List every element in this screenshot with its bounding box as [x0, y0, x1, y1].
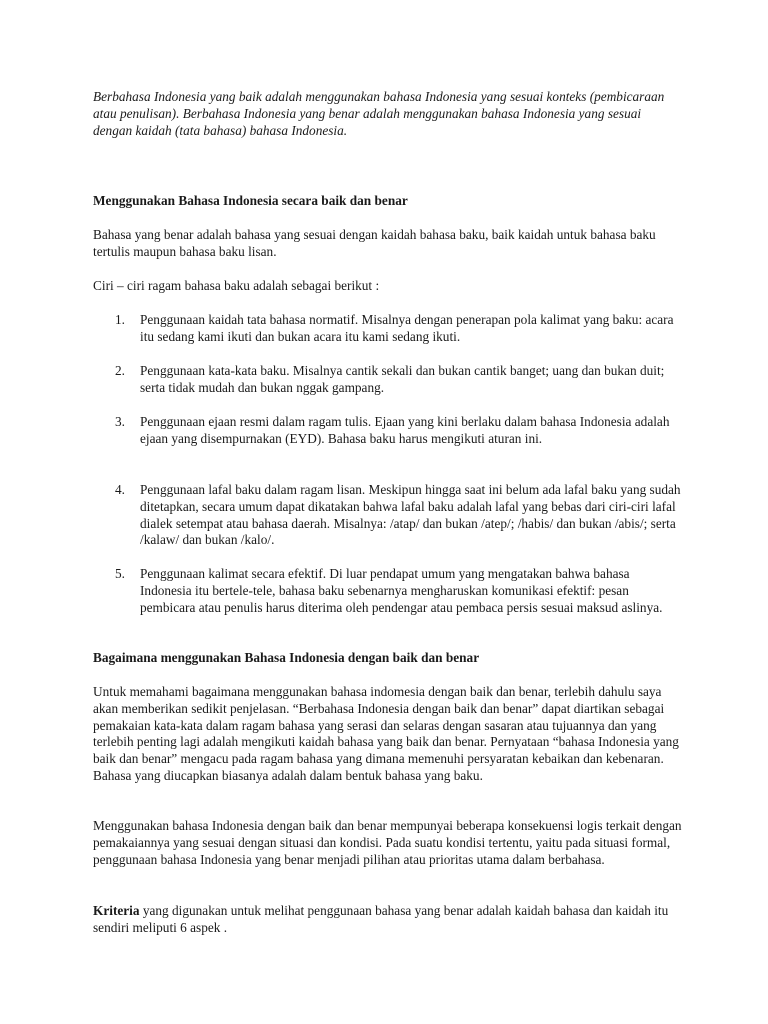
section2-paragraph-1: Untuk memahami bagaimana menggunakan bahasa indomesia dengan baik dan benar, terlebih dahulu saya akan memberikan sedikit penjelasan. “Berbahasa Indonesia dengan baik dan benar” dapat diartikan sebagai pemakaian kata-kata dalam ragam bahasa yang serasi dan selaras dengan sasaran atau tujuannya dan yang terlebih penting lagi adalah mengikuti kaidah bahasa yang baik dan benar. Pernyataan “bahasa Indonesia yang baik dan benar” mengacu pada ragam bahasa yang dimana memenuhi persyaratan kebaikan dan kebenaran. Bahasa yang diucapkan biasanya adalah dalam bentuk bahasa yang baku. [93, 684, 679, 783]
intro-paragraph: Berbahasa Indonesia yang baik adalah menggunakan bahasa Indonesia yang sesuai konteks (pembicaraan atau penulisan). Berbahasa Indonesia yang benar adalah menggunakan bahasa Indonesia yang sesuai dengan kaidah (tata bahasa) bahasa Indonesia. [93, 89, 665, 138]
list-item-text: Penggunaan lafal baku dalam ragam lisan. Meskipun hingga saat ini belum ada lafal baku yang sudah ditetapkan, secara umum dapat dikatakan bahwa lafal baku adalah lafal yang bebas dari ciri-ciri lafal dialek setempat atau bahasa daerah. Misalnya: /atap/ dan bukan /atep/; /habis/ dan bukan /abis/; serta /kalaw/ dan bukan /kalo/. [140, 482, 681, 548]
list-item-number: 3. [115, 414, 125, 429]
list-item-number: 2. [115, 363, 125, 378]
list-item-number: 4. [115, 482, 125, 497]
list-item-text: Penggunaan kata-kata baku. Misalnya cantik sekali dan bukan cantik banget; uang dan bukan duit; serta tidak mudah dan bukan nggak gampang. [140, 363, 665, 395]
list-item-text: Penggunaan kaidah tata bahasa normatif. Misalnya dengan penerapan pola kalimat yang baku: acara itu sedang kami ikuti dan bukan acara itu kami sedang ikuti. [140, 312, 674, 344]
kriteria-text: yang digunakan untuk melihat penggunaan bahasa yang benar adalah kaidah bahasa dan kaidah itu sendiri meliputi 6 aspek . [93, 903, 669, 935]
list-item [93, 414, 683, 448]
list-item [93, 312, 683, 346]
list-item-text: Penggunaan ejaan resmi dalam ragam tulis. Ejaan yang kini berlaku dalam bahasa Indonesia adalah ejaan yang disempurnakan (EYD). Bahasa baku harus mengikuti aturan ini. [140, 414, 670, 446]
list-item-text: Penggunaan kalimat secara efektif. Di luar pendapat umum yang mengatakan bahwa bahasa Indonesia itu bertele-tele, bahasa baku sebenarnya mengharuskan komunikasi efektif: pesan pembicara atau penulis harus diterima oleh pendengar atau pembaca persis sesuai maksud aslinya. [140, 566, 663, 615]
list-item [93, 566, 683, 616]
list-item [93, 363, 683, 397]
section2-paragraph-2: Menggunakan bahasa Indonesia dengan baik dan benar mempunyai beberapa konsekuensi logis terkait dengan pemakaiannya yang sesuai dengan situasi dan kondisi. Pada suatu kondisi tertentu, yaitu pada situasi formal, penggunaan bahasa Indonesia yang benar menjadi pilihan atau prioritas utama dalam berbahasa. [93, 818, 682, 867]
section1-heading: Menggunakan Bahasa Indonesia secara baik dan benar [93, 193, 408, 208]
section1-paragraph-1: Bahasa yang benar adalah bahasa yang sesuai dengan kaidah bahasa baku, baik kaidah untuk bahasa baku tertulis maupun bahasa baku lisan. [93, 227, 656, 259]
list-item [93, 482, 683, 549]
kriteria-bold: Kriteria [93, 903, 140, 918]
section2-paragraph-3 [93, 903, 683, 937]
list-item-number: 1. [115, 312, 125, 327]
section1-paragraph-2: Ciri – ciri ragam bahasa baku adalah sebagai berikut : [93, 278, 380, 293]
section2-heading: Bagaimana menggunakan Bahasa Indonesia dengan baik dan benar [93, 650, 480, 665]
list-item-number: 5. [115, 566, 125, 581]
